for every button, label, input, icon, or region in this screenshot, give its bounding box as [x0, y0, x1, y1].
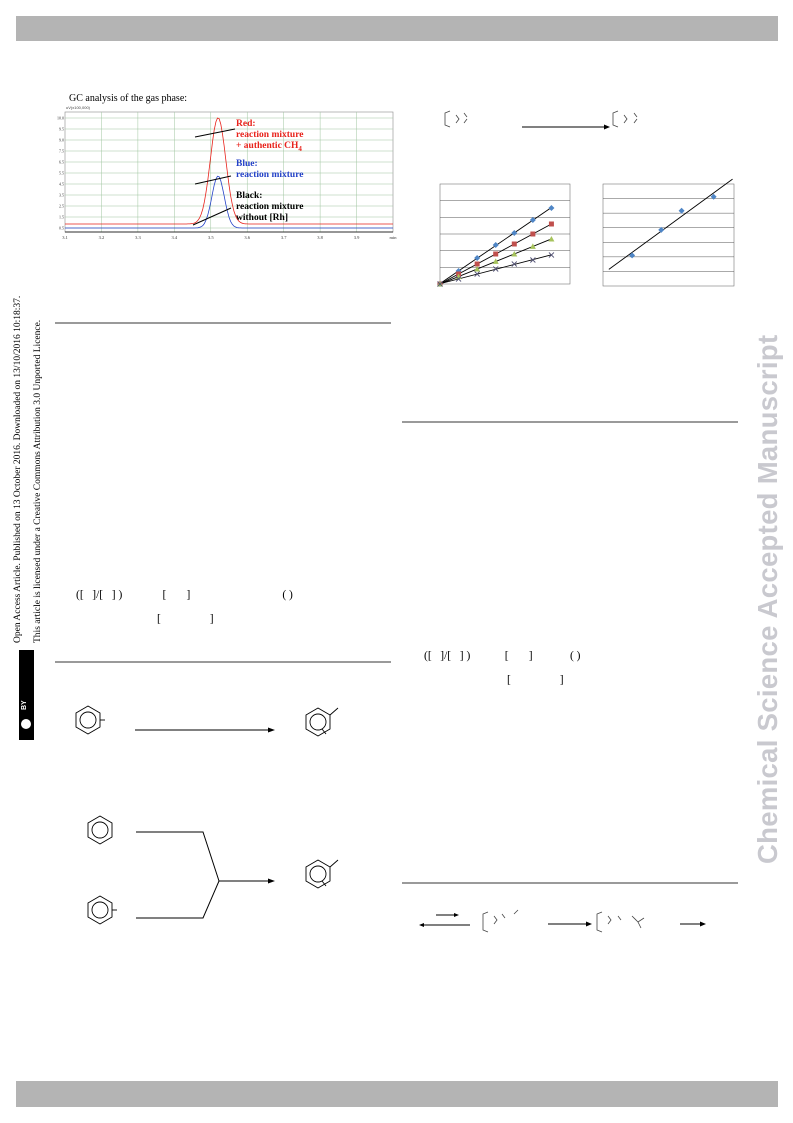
reaction-arrowhead-1 — [268, 728, 275, 733]
legend-blue-line1: reaction mixture — [236, 169, 304, 180]
kinetics-plot-left — [438, 180, 574, 288]
reaction-arrowhead-top — [604, 125, 610, 130]
bracket-line-left-2: [ ] — [157, 613, 214, 625]
fit-line — [609, 179, 733, 269]
converging-path-bottom — [136, 881, 219, 918]
reaction-scheme-top — [440, 105, 670, 145]
bracket-line-right-2: [ ] — [507, 674, 564, 686]
gc-x-ticks — [62, 235, 397, 240]
legend-red-sub: 4 — [298, 145, 302, 154]
kinetics-right-fit-line — [609, 179, 733, 269]
scheme-competition — [60, 808, 380, 928]
gc-y-tick-label: 3.5 — [59, 192, 64, 198]
cc-icon — [21, 719, 31, 729]
data-point — [530, 232, 535, 237]
gc-y-tick-label: 2.5 — [59, 203, 64, 209]
legend-blue — [236, 159, 303, 181]
gc-x-tick-label: 3.7 — [280, 235, 287, 240]
gc-y-tick-label: 10.0 — [57, 115, 64, 121]
gc-x-tick-label: 3.4 — [171, 235, 178, 240]
gc-y-tick-label: 5.5 — [59, 170, 64, 176]
header-bar — [16, 16, 778, 41]
gc-x-tick-label: 3.6 — [244, 235, 251, 240]
legend-black — [236, 191, 303, 225]
gc-chart — [55, 108, 395, 258]
kinetics-right-points — [629, 194, 717, 259]
gc-y-tick-label: 1.5 — [59, 214, 64, 220]
reaction-arrowhead-3 — [586, 922, 592, 927]
gc-x-tick-label: 3.5 — [207, 235, 214, 240]
reaction-arrowhead-2 — [268, 879, 275, 884]
data-point — [549, 222, 554, 227]
cc-license-badge[interactable] — [19, 650, 34, 740]
open-access-line: Open Access Article. Published on 13 October 2016. Downloaded on 13/10/2016 10:18:37. — [13, 295, 23, 643]
legend-red-line2-wrap — [236, 141, 303, 155]
converging-path-top — [136, 832, 219, 881]
legend-red-line1: reaction mixture — [236, 130, 304, 141]
benzene-a — [88, 816, 112, 844]
reaction-arrowhead-4 — [700, 922, 706, 927]
data-point — [530, 243, 536, 249]
red-arrow — [195, 129, 235, 137]
gc-y-tick-label: 6.5 — [59, 159, 64, 165]
black-arrow — [193, 208, 231, 225]
bracket-fragment-left — [445, 111, 467, 127]
gc-legend — [236, 119, 303, 225]
data-point — [511, 230, 517, 236]
data-point — [493, 252, 498, 257]
by-badge-text: BY — [21, 700, 28, 710]
gc-y-ticks — [57, 116, 64, 231]
rule-left-2 — [55, 661, 391, 663]
data-point — [548, 205, 554, 211]
gc-y-tick-label: 7.5 — [59, 148, 64, 154]
intermediate-bracket-1 — [483, 910, 518, 932]
intermediate-bracket-2 — [597, 912, 644, 932]
watermark: Chemical Science Accepted Manuscript — [752, 334, 783, 864]
blue-arrow — [195, 176, 231, 184]
license-line: This article is licensed under a Creative Commons Attribution 3.0 Unported Licence. — [33, 319, 43, 643]
rule-left-1 — [55, 322, 391, 324]
gc-x-tick-label: 3.8 — [317, 235, 323, 240]
scheme-mechanism — [418, 900, 718, 940]
gc-trace-red — [65, 118, 393, 224]
data-point — [511, 251, 517, 257]
bracket-line-left-1: ([ ]/[ ] ) [ ] ( ) — [76, 589, 293, 601]
equilibrium-reverse-head — [419, 923, 424, 927]
gc-y-tick-label: 9.5 — [59, 126, 64, 132]
scheme-arene-methylation — [60, 698, 380, 758]
kinetics-right-grid — [603, 184, 734, 286]
data-point — [629, 252, 635, 258]
legend-red-title: Red: — [236, 119, 256, 129]
gc-traces — [65, 118, 393, 232]
methylarene-product — [306, 708, 338, 736]
data-point — [475, 262, 480, 267]
gc-x-tick-label: 3.3 — [135, 235, 141, 240]
gc-y-tick-label: 4.5 — [59, 181, 64, 187]
legend-red-line2: + authentic CH — [236, 141, 299, 152]
gc-x-tick-label: min — [389, 235, 397, 240]
legend-blue-title: Blue: — [236, 158, 258, 169]
bracket-line-right-1: ([ ]/[ ] ) [ ] ( ) — [424, 650, 581, 662]
methylarene-product-2 — [306, 860, 338, 888]
equilibrium-forward-head — [454, 913, 459, 917]
data-point — [512, 242, 517, 247]
gc-x-tick-label: 3.2 — [98, 235, 105, 240]
legend-black-line1: reaction mixture — [236, 202, 304, 213]
benzene-reactant — [76, 706, 105, 734]
data-point — [474, 266, 480, 272]
data-point — [679, 208, 685, 214]
rule-right-2 — [402, 882, 738, 884]
plot-frame — [603, 184, 734, 286]
rule-right-1 — [402, 421, 738, 423]
license-block — [19, 650, 49, 740]
gc-y-tick-label: 9.0 — [59, 137, 64, 143]
gc-y-tick-label: 0.5 — [59, 225, 64, 231]
legend-black-title: Black: — [236, 190, 263, 201]
gc-x-tick-label: 3.9 — [353, 235, 360, 240]
footer-bar — [16, 1081, 778, 1107]
gc-x-tick-label: 3.1 — [62, 235, 68, 240]
data-point — [548, 236, 554, 242]
gc-axis-unit: uV(x100,000) — [66, 105, 91, 110]
data-point — [493, 258, 499, 264]
bracket-fragment-right — [613, 111, 637, 127]
benzene-b — [88, 896, 117, 924]
kinetics-plot-right — [601, 180, 738, 290]
gc-figure-title: GC analysis of the gas phase: — [69, 93, 188, 104]
legend-red — [236, 119, 303, 156]
legend-black-line2: without [Rh] — [236, 213, 288, 224]
